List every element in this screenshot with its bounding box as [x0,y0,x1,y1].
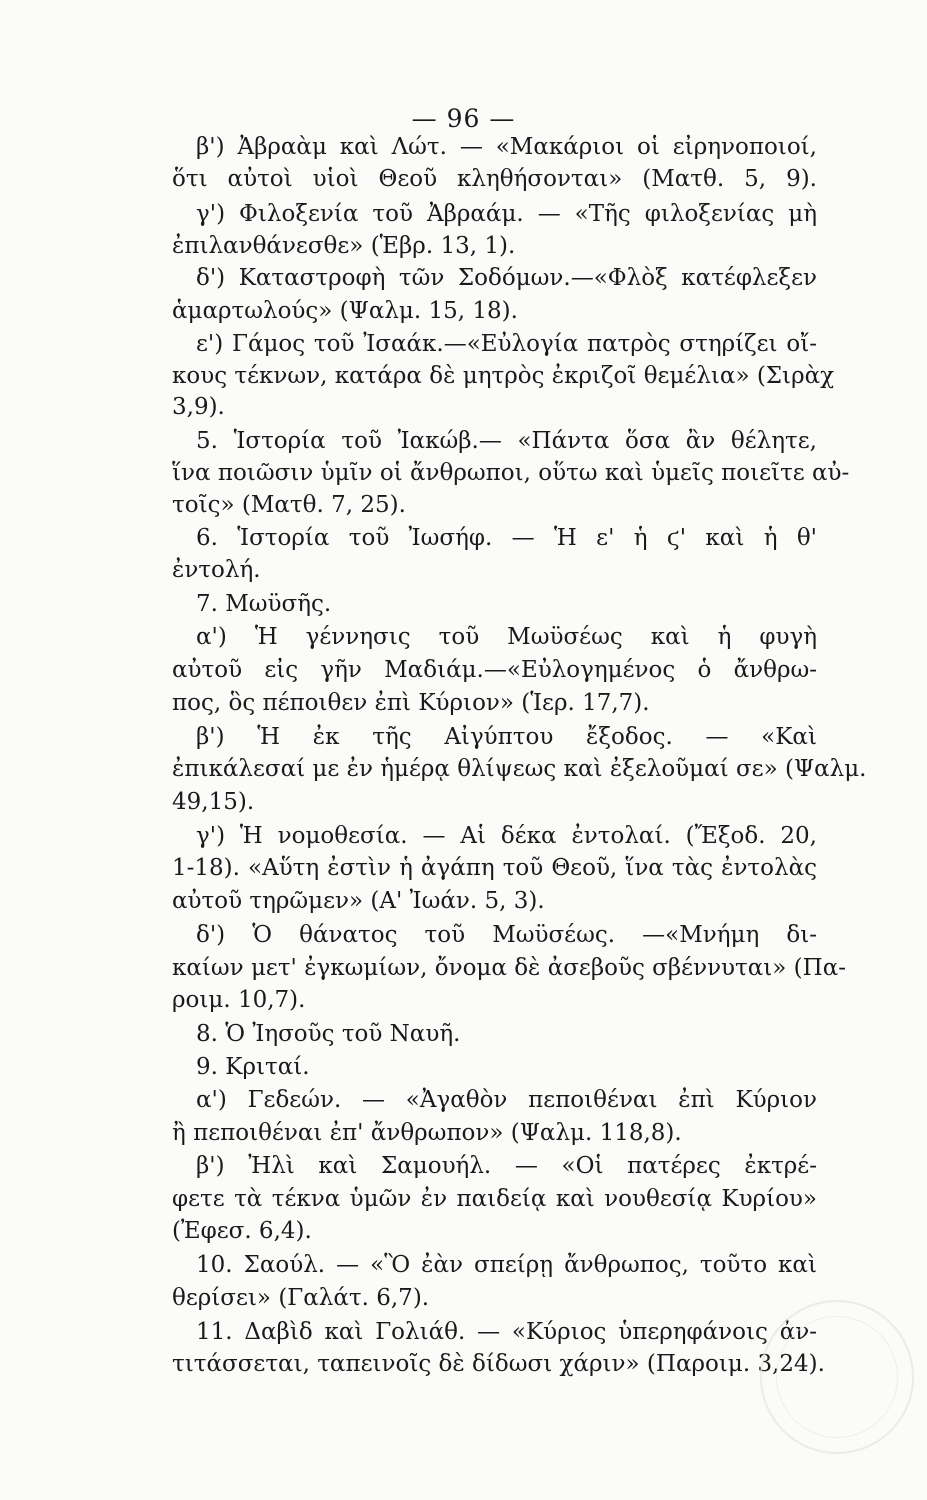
text-line: ἁμαρτωλούς» (Ψαλμ. 15, 18). [172,298,518,324]
text-line: ἵνα ποιῶσιν ὑμῖν οἱ ἄνθρωποι, οὕτω καὶ ὑμεῖς ποιεῖτε αὐ- [172,460,850,486]
text-line: δ') Ὁ θάνατος τοῦ Μωϋσέως. —«Μνήμη δι- [196,922,817,948]
text-line: φετε τὰ τέκνα ὑμῶν ἐν παιδείᾳ καὶ νουθεσίᾳ Κυρίου» [172,1186,817,1212]
text-line: β') Ἀβραὰμ καὶ Λώτ. — «Μακάριοι οἱ εἰρηνοποιοί, [196,134,817,160]
library-stamp [760,1300,914,1454]
text-line: ὅτι αὐτοὶ υἱοὶ Θεοῦ κληθήσονται» (Ματθ. 5, 9). [172,166,817,192]
text-line: θερίσει» (Γαλάτ. 6,7). [172,1285,430,1311]
text-line: 1-18). «Αὕτη ἐστὶν ἡ ἀγάπη τοῦ Θεοῦ, ἵνα τὰς ἐντολὰς [172,855,817,881]
text-line: 8. Ὁ Ἰησοῦς τοῦ Ναυῆ. [196,1021,461,1047]
text-line: κους τέκνων, κατάρα δὲ μητρὸς ἐκριζοῖ θεμέλια» (Σιρὰχ [172,363,835,389]
text-line: 6. Ἱστορία τοῦ Ἰωσήφ. — Ἡ ε' ἡ ϛ' καὶ ἡ θ' [196,525,817,551]
text-line: (Ἐφεσ. 6,4). [172,1218,312,1244]
text-line: β') Ἠλὶ καὶ Σαμουήλ. — «Οἱ πατέρες ἐκτρέ- [196,1153,817,1179]
text-line: ροιμ. 10,7). [172,987,306,1013]
text-line: 11. Δαβὶδ καὶ Γολιάθ. — «Κύριος ὑπερηφάνοις ἀν- [196,1319,817,1345]
text-line: αὐτοῦ τηρῶμεν» (Α' Ἰωάν. 5, 3). [172,888,545,914]
text-line: 7. Μωϋσῆς. [196,591,332,617]
text-line: 5. Ἱστορία τοῦ Ἰακώβ.— «Πάντα ὅσα ἂν θέλητε, [196,428,817,454]
text-line: ε') Γάμος τοῦ Ἰσαάκ.—«Εὐλογία πατρὸς στηρίζει οἴ- [196,331,817,357]
text-line: ἢ πεποιθέναι ἐπ' ἄνθρωπον» (Ψαλμ. 118,8). [172,1120,682,1146]
text-line: δ') Καταστροφὴ τῶν Σοδόμων.—«Φλὸξ κατέφλεξεν [196,265,817,291]
text-line: γ') Φιλοξενία τοῦ Ἀβραάμ. — «Τῆς φιλοξενίας μὴ [196,201,817,227]
text-line: 49,15). [172,789,255,815]
page-number: — 96 — [411,104,516,133]
text-line: τοῖς» (Ματθ. 7, 25). [172,492,406,518]
text-line: α') Γεδεών. — «Ἀγαθὸν πεποιθέναι ἐπὶ Κύριον [196,1087,817,1113]
text-line: καίων μετ' ἐγκωμίων, ὄνομα δὲ ἀσεβοῦς σβέννυται» (Πα- [172,955,847,981]
text-line: πος, ὃς πέποιθεν ἐπὶ Κύριον» (Ἱερ. 17,7). [172,690,650,716]
text-line: γ') Ἡ νομοθεσία. — Αἱ δέκα ἐντολαί. (Ἔξοδ. 20, [196,823,817,849]
text-line: ἐπικάλεσαί με ἐν ἡμέρᾳ θλίψεως καὶ ἐξελοῦμαί σε» (Ψαλμ. [172,756,867,782]
text-line: 10. Σαούλ. — «Ὃ ἐὰν σπείρῃ ἄνθρωπος, τοῦτο καὶ [196,1252,817,1278]
text-line: ἐπιλανθάνεσθε» (Ἑβρ. 13, 1). [172,233,516,259]
text-line: 3,9). [172,394,225,420]
text-line: τιτάσσεται, ταπεινοῖς δὲ δίδωσι χάριν» (Παροιμ. 3,24). [172,1351,825,1377]
text-line: α') Ἡ γέννησις τοῦ Μωϋσέως καὶ ἡ φυγὴ [196,624,817,650]
text-line: 9. Κριταί. [196,1054,310,1080]
text-line: αὐτοῦ εἰς γῆν Μαδιάμ.—«Εὐλογημένος ὁ ἄνθρω- [172,657,817,683]
text-line: β') Ἡ ἐκ τῆς Αἰγύπτου ἔξοδος. — «Καὶ [196,724,817,750]
text-line: ἐντολή. [172,557,261,583]
